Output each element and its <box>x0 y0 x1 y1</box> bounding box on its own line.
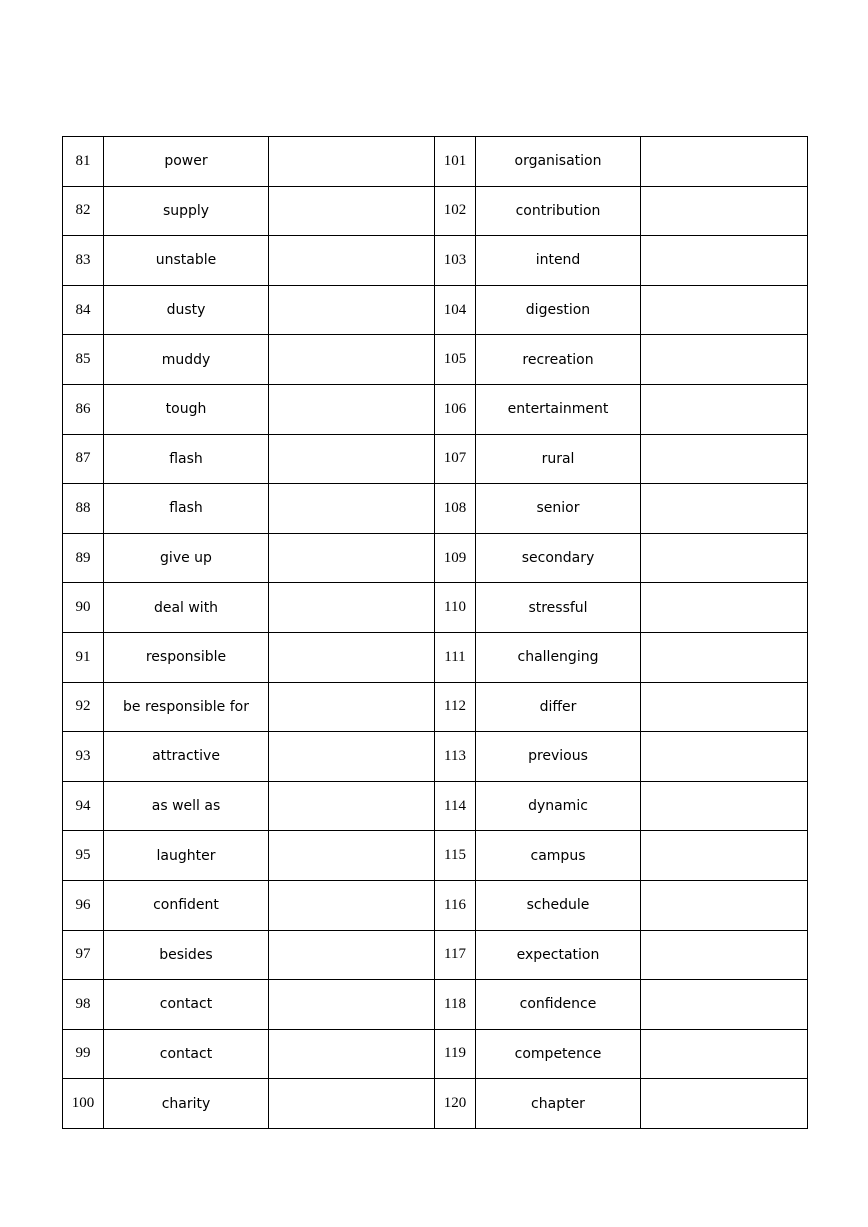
left-item-number: 97 <box>63 930 104 980</box>
right-item-number: 108 <box>435 484 476 534</box>
left-vocab-word: laughter <box>104 831 269 881</box>
left-answer-cell <box>269 980 435 1030</box>
left-vocab-word: dusty <box>104 285 269 335</box>
table-row <box>63 1029 808 1079</box>
right-vocab-word: expectation <box>476 930 641 980</box>
left-answer-cell <box>269 434 435 484</box>
table-row <box>63 583 808 633</box>
table-row <box>63 831 808 881</box>
left-answer-cell <box>269 831 435 881</box>
right-item-number: 104 <box>435 285 476 335</box>
table-row <box>63 384 808 434</box>
right-vocab-word: secondary <box>476 533 641 583</box>
left-answer-cell <box>269 186 435 236</box>
table-row <box>63 137 808 187</box>
right-item-number: 107 <box>435 434 476 484</box>
right-answer-cell <box>641 137 808 187</box>
left-vocab-word: contact <box>104 980 269 1030</box>
right-answer-cell <box>641 880 808 930</box>
table-row <box>63 930 808 980</box>
right-answer-cell <box>641 533 808 583</box>
right-answer-cell <box>641 980 808 1030</box>
left-vocab-word: deal with <box>104 583 269 633</box>
right-vocab-word: schedule <box>476 880 641 930</box>
table-row <box>63 335 808 385</box>
table-row <box>63 186 808 236</box>
table-row <box>63 880 808 930</box>
left-vocab-word: attractive <box>104 732 269 782</box>
right-vocab-word: dynamic <box>476 781 641 831</box>
right-answer-cell <box>641 384 808 434</box>
right-answer-cell <box>641 1029 808 1079</box>
left-vocab-word: supply <box>104 186 269 236</box>
left-item-number: 95 <box>63 831 104 881</box>
right-vocab-word: entertainment <box>476 384 641 434</box>
left-item-number: 82 <box>63 186 104 236</box>
right-vocab-word: organisation <box>476 137 641 187</box>
left-answer-cell <box>269 384 435 434</box>
right-answer-cell <box>641 236 808 286</box>
right-vocab-word: intend <box>476 236 641 286</box>
right-item-number: 111 <box>435 632 476 682</box>
left-answer-cell <box>269 484 435 534</box>
left-answer-cell <box>269 632 435 682</box>
left-item-number: 83 <box>63 236 104 286</box>
left-answer-cell <box>269 285 435 335</box>
left-vocab-word: responsible <box>104 632 269 682</box>
left-vocab-word: power <box>104 137 269 187</box>
right-item-number: 120 <box>435 1079 476 1129</box>
left-answer-cell <box>269 583 435 633</box>
table-row <box>63 632 808 682</box>
left-vocab-word: unstable <box>104 236 269 286</box>
left-vocab-word: contact <box>104 1029 269 1079</box>
right-vocab-word: digestion <box>476 285 641 335</box>
right-item-number: 114 <box>435 781 476 831</box>
table-row <box>63 285 808 335</box>
right-vocab-word: stressful <box>476 583 641 633</box>
left-item-number: 92 <box>63 682 104 732</box>
right-vocab-word: differ <box>476 682 641 732</box>
left-answer-cell <box>269 533 435 583</box>
right-item-number: 103 <box>435 236 476 286</box>
left-vocab-word: give up <box>104 533 269 583</box>
left-vocab-word: confident <box>104 880 269 930</box>
left-item-number: 100 <box>63 1079 104 1129</box>
left-item-number: 85 <box>63 335 104 385</box>
left-answer-cell <box>269 880 435 930</box>
right-item-number: 112 <box>435 682 476 732</box>
table-row <box>63 484 808 534</box>
right-item-number: 110 <box>435 583 476 633</box>
left-vocab-word: be responsible for <box>104 682 269 732</box>
left-item-number: 90 <box>63 583 104 633</box>
right-vocab-word: challenging <box>476 632 641 682</box>
right-answer-cell <box>641 186 808 236</box>
right-answer-cell <box>641 434 808 484</box>
right-vocab-word: senior <box>476 484 641 534</box>
right-item-number: 101 <box>435 137 476 187</box>
left-vocab-word: muddy <box>104 335 269 385</box>
table-row <box>63 236 808 286</box>
left-answer-cell <box>269 335 435 385</box>
left-item-number: 96 <box>63 880 104 930</box>
right-item-number: 118 <box>435 980 476 1030</box>
table-row <box>63 980 808 1030</box>
left-item-number: 81 <box>63 137 104 187</box>
left-item-number: 99 <box>63 1029 104 1079</box>
right-answer-cell <box>641 732 808 782</box>
right-vocab-word: rural <box>476 434 641 484</box>
left-answer-cell <box>269 236 435 286</box>
table-row <box>63 533 808 583</box>
right-answer-cell <box>641 930 808 980</box>
right-item-number: 102 <box>435 186 476 236</box>
table-row <box>63 1079 808 1129</box>
left-item-number: 87 <box>63 434 104 484</box>
left-answer-cell <box>269 732 435 782</box>
left-vocab-word: charity <box>104 1079 269 1129</box>
right-vocab-word: contribution <box>476 186 641 236</box>
left-item-number: 93 <box>63 732 104 782</box>
table-row <box>63 682 808 732</box>
right-answer-cell <box>641 285 808 335</box>
table-row <box>63 434 808 484</box>
right-vocab-word: previous <box>476 732 641 782</box>
left-answer-cell <box>269 137 435 187</box>
right-vocab-word: competence <box>476 1029 641 1079</box>
vocabulary-table <box>62 136 808 1129</box>
right-item-number: 115 <box>435 831 476 881</box>
left-item-number: 91 <box>63 632 104 682</box>
right-item-number: 106 <box>435 384 476 434</box>
left-answer-cell <box>269 1079 435 1129</box>
right-answer-cell <box>641 484 808 534</box>
left-answer-cell <box>269 781 435 831</box>
left-vocab-word: besides <box>104 930 269 980</box>
left-answer-cell <box>269 682 435 732</box>
right-answer-cell <box>641 831 808 881</box>
right-item-number: 105 <box>435 335 476 385</box>
table-row <box>63 781 808 831</box>
right-item-number: 113 <box>435 732 476 782</box>
left-vocab-word: as well as <box>104 781 269 831</box>
right-vocab-word: confidence <box>476 980 641 1030</box>
right-item-number: 109 <box>435 533 476 583</box>
left-item-number: 94 <box>63 781 104 831</box>
left-item-number: 98 <box>63 980 104 1030</box>
left-vocab-word: flash <box>104 434 269 484</box>
right-answer-cell <box>641 1079 808 1129</box>
left-item-number: 89 <box>63 533 104 583</box>
left-item-number: 88 <box>63 484 104 534</box>
vocabulary-sheet <box>62 136 807 1129</box>
right-vocab-word: recreation <box>476 335 641 385</box>
right-vocab-word: campus <box>476 831 641 881</box>
left-vocab-word: tough <box>104 384 269 434</box>
left-item-number: 84 <box>63 285 104 335</box>
right-answer-cell <box>641 583 808 633</box>
left-item-number: 86 <box>63 384 104 434</box>
left-answer-cell <box>269 1029 435 1079</box>
table-row <box>63 732 808 782</box>
right-item-number: 117 <box>435 930 476 980</box>
left-vocab-word: flash <box>104 484 269 534</box>
left-answer-cell <box>269 930 435 980</box>
right-answer-cell <box>641 682 808 732</box>
right-answer-cell <box>641 335 808 385</box>
right-vocab-word: chapter <box>476 1079 641 1129</box>
right-answer-cell <box>641 781 808 831</box>
right-answer-cell <box>641 632 808 682</box>
right-item-number: 116 <box>435 880 476 930</box>
vocabulary-table-body <box>63 137 808 1129</box>
right-item-number: 119 <box>435 1029 476 1079</box>
